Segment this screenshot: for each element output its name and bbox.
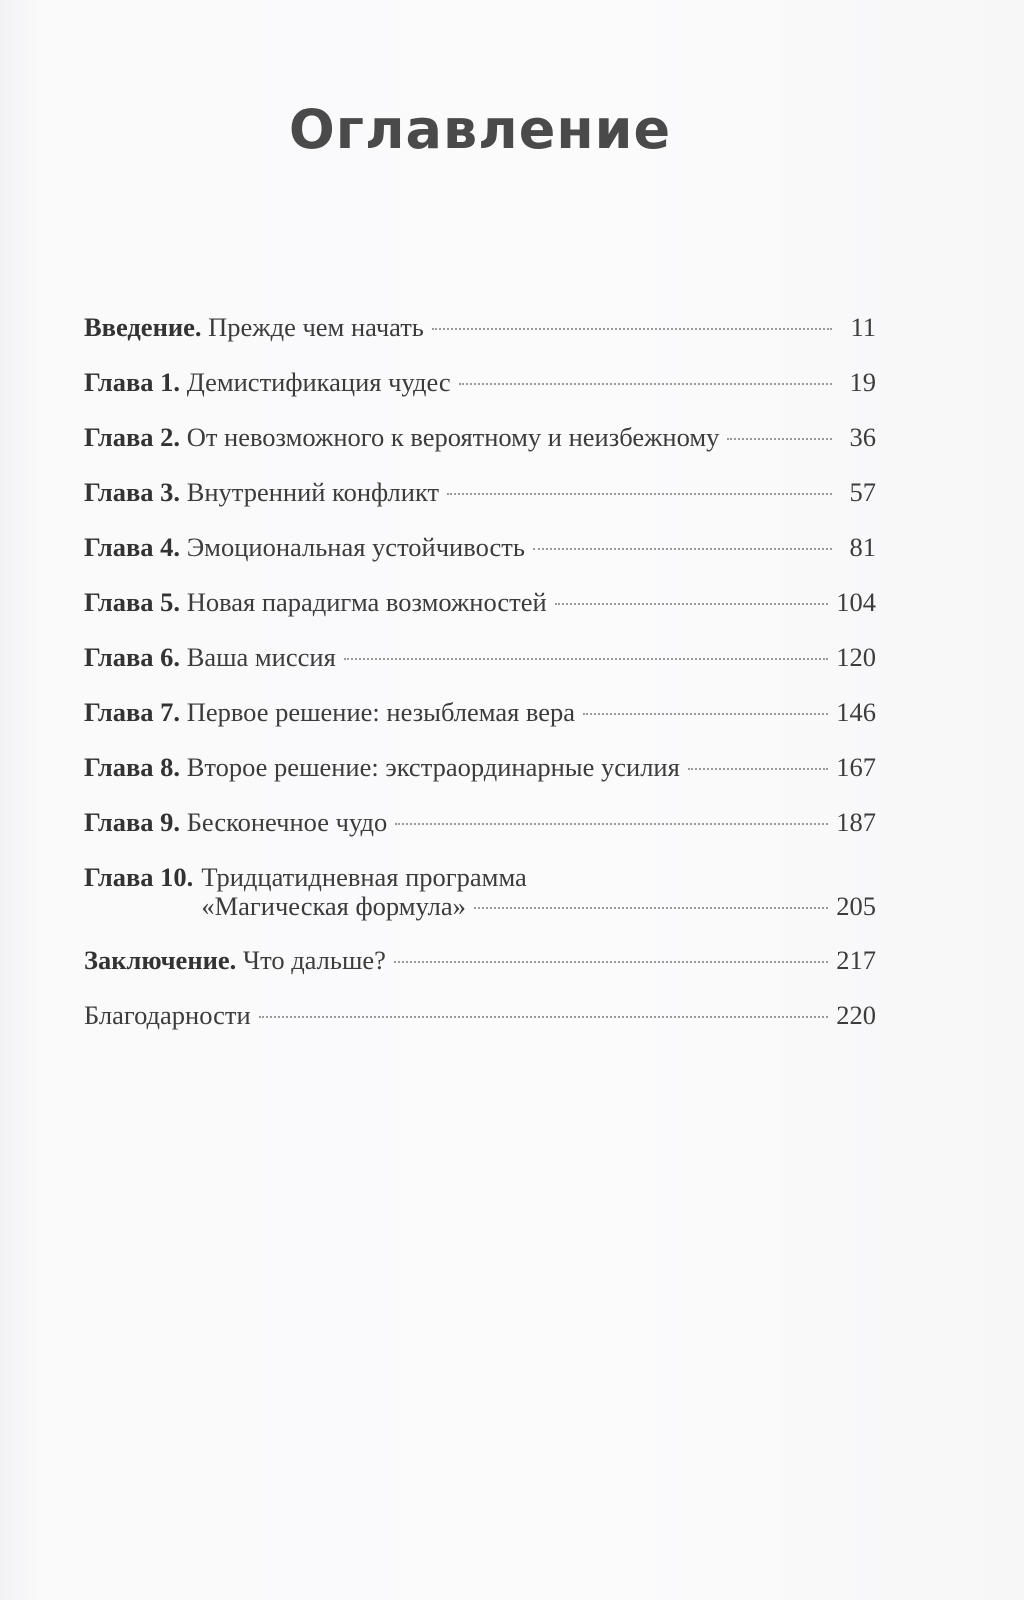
- entry-page-number: 19: [849, 367, 876, 397]
- dot-leader: [395, 823, 828, 825]
- entry-title: Что дальше?: [242, 945, 386, 975]
- toc-entry-chapter-6: [84, 642, 876, 697]
- entry-title-line-2: «Магическая формула»: [201, 891, 466, 921]
- dot-leader: [555, 603, 829, 605]
- dot-leader: [432, 328, 832, 330]
- entry-label: Глава 7.: [84, 697, 181, 727]
- entry-title-row-2: [201, 891, 876, 922]
- entry-title: Ваша миссия: [186, 642, 336, 672]
- entry-title: Демистификация чудес: [186, 367, 451, 397]
- toc-entry-acknowledgements: [84, 1000, 876, 1055]
- entry-label: Глава 2.: [84, 422, 181, 452]
- entry-page-number: 104: [836, 587, 876, 617]
- toc-entry-chapter-7: [84, 697, 876, 752]
- toc-entry-chapter-3: [84, 477, 876, 532]
- dot-leader: [727, 438, 832, 440]
- entry-title: Новая парадигма возможностей: [186, 587, 547, 617]
- dot-leader: [394, 961, 828, 963]
- entry-title: Благодарности: [84, 1000, 251, 1030]
- entry-title: Первое решение: незыблемая вера: [186, 697, 576, 727]
- entry-label: Глава 8.: [84, 752, 181, 782]
- toc-entry-chapter-1: [84, 367, 876, 422]
- page-title: Оглавление: [288, 98, 672, 161]
- entry-page-number: 205: [836, 891, 876, 921]
- entry-page-number: 57: [849, 477, 876, 507]
- entry-page-number: 120: [836, 642, 876, 672]
- entry-label: Глава 5.: [84, 587, 181, 617]
- entry-title: Второе решение: экстраординарные усилия: [186, 752, 680, 782]
- table-of-contents: [84, 312, 876, 1055]
- entry-title: Внутренний конфликт: [186, 477, 440, 507]
- entry-title: От невозможного к вероятному и неизбежному: [186, 422, 720, 452]
- entry-label: Глава 1.: [84, 367, 181, 397]
- entry-title: Прежде чем начать: [208, 312, 424, 342]
- entry-page-number: 217: [836, 945, 876, 975]
- entry-page-number: 187: [836, 807, 876, 837]
- entry-page-number: 81: [849, 532, 876, 562]
- toc-entry-chapter-4: [84, 532, 876, 587]
- dot-leader: [688, 768, 828, 770]
- dot-leader: [447, 493, 832, 495]
- entry-title-line-1: Тридцатидневная программа: [201, 862, 527, 892]
- toc-entry-chapter-9: [84, 807, 876, 862]
- toc-entry-introduction: [84, 312, 876, 367]
- dot-leader: [533, 548, 832, 550]
- entry-label: Заключение.: [84, 945, 237, 975]
- entry-label: Введение.: [84, 312, 202, 342]
- entry-label: Глава 9.: [84, 807, 181, 837]
- toc-entry-chapter-2: [84, 422, 876, 477]
- toc-entry-conclusion: [84, 945, 876, 1000]
- entry-page-number: 36: [849, 422, 876, 452]
- dot-leader: [459, 383, 832, 385]
- dot-leader: [583, 713, 828, 715]
- toc-entry-chapter-8: [84, 752, 876, 807]
- entry-label: Глава 10.: [84, 862, 194, 892]
- entry-page-number: 220: [836, 1000, 876, 1030]
- entry-label: Глава 6.: [84, 642, 181, 672]
- toc-entry-chapter-5: [84, 587, 876, 642]
- entry-page-number: 11: [850, 312, 876, 342]
- dot-leader: [344, 658, 828, 660]
- dot-leader: [474, 907, 828, 909]
- entry-page-number: 167: [836, 752, 876, 782]
- entry-page-number: 146: [836, 697, 876, 727]
- entry-label: Глава 4.: [84, 532, 181, 562]
- dot-leader: [259, 1016, 829, 1018]
- toc-entry-chapter-10: [84, 862, 876, 945]
- entry-title: Бесконечное чудо: [186, 807, 388, 837]
- entry-title: Эмоциональная устойчивость: [186, 532, 525, 562]
- entry-label: Глава 3.: [84, 477, 181, 507]
- entry-body: [201, 862, 876, 922]
